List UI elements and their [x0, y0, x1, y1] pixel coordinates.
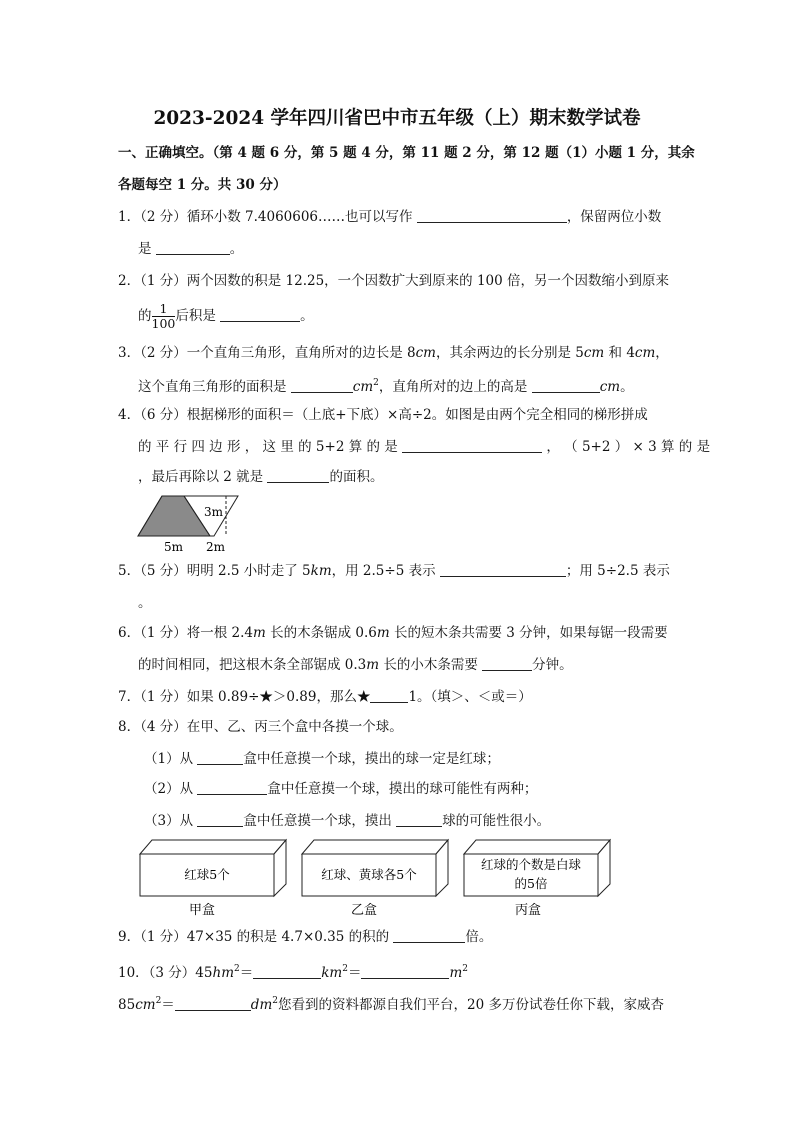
q6-text-f: 分钟。	[532, 657, 573, 673]
watermark-text: 您看到的资料都源自我们平台，20 多万份试卷任你下载，家威杏	[277, 997, 664, 1013]
superscript: 2	[155, 996, 162, 1006]
q1-blank-2[interactable]	[156, 240, 230, 255]
unit: cm	[583, 345, 605, 361]
q5-text-d: 。	[138, 595, 152, 611]
q10-text-d: 85	[118, 997, 136, 1013]
q10-blank-1[interactable]	[253, 964, 321, 979]
boxes-figure	[136, 836, 614, 920]
question-10	[118, 960, 468, 982]
base2-label: 2m	[206, 540, 226, 554]
q6-blank[interactable]	[482, 656, 532, 671]
superscript: 2	[373, 378, 379, 388]
q6-text-e: 长的小木条需要	[379, 657, 478, 673]
question-4-cont	[138, 438, 710, 456]
unit: km	[310, 563, 332, 579]
unit: m	[376, 625, 390, 641]
question-1	[118, 208, 661, 226]
q10-text-c: ＝	[347, 965, 362, 981]
q2-text-c: 后积是	[175, 308, 216, 324]
unit: hm	[212, 965, 234, 981]
box-jia-text: 红球5个	[184, 867, 230, 882]
fraction-numerator: 1	[152, 302, 176, 317]
q10-blank-2[interactable]	[361, 964, 449, 979]
height-label: 3m	[204, 505, 224, 519]
q8-part2-label: （2）从	[144, 781, 194, 797]
q9-text-a: 9．（1 分）47×35 的积是 4.7×0.35 的积的	[118, 929, 390, 945]
unit: cm	[352, 379, 374, 395]
unit: cm	[599, 379, 621, 395]
unit: cm	[634, 345, 656, 361]
q2-text-d: 。	[300, 308, 314, 324]
question-8-part1	[144, 750, 500, 768]
q8-part1-text: 盒中任意摸一个球，摸出的球一定是红球；	[243, 751, 500, 767]
q6-text-a: 6．（1 分）将一根 2.4	[118, 625, 253, 641]
fraction	[152, 302, 176, 331]
q10-text-e: ＝	[161, 997, 175, 1013]
q1-text-d: 。	[229, 241, 244, 257]
question-2-cont	[138, 300, 314, 332]
q3-blank-2[interactable]	[532, 378, 600, 393]
base1-label: 5m	[164, 540, 184, 554]
q3-text-b: ，其余两边的长分别是 5	[435, 345, 584, 361]
q10-text-b: ＝	[239, 965, 254, 981]
unit: m	[366, 657, 380, 673]
unit: cm	[135, 997, 156, 1013]
q3-text-h: 。	[620, 379, 634, 395]
q4-text-e: 的面积。	[329, 469, 384, 485]
section-heading-line2: 各题每空 1 分。共 30 分）	[118, 177, 287, 193]
q1-blank-1[interactable]	[417, 208, 567, 223]
box-yi-text: 红球、黄球各5个	[321, 867, 417, 882]
q5-text-a: 5．（5 分）明明 2.5 小时走了 5	[118, 563, 311, 579]
unit: km	[321, 965, 343, 981]
q8-part1-label: （1）从	[144, 751, 194, 767]
unit: m	[449, 965, 463, 981]
q3-text-a: 3．（2 分）一个直角三角形，直角所对的边长是 8	[118, 345, 416, 361]
question-8-part2	[144, 780, 537, 798]
question-9	[118, 928, 492, 946]
box-bing-text-1: 红球的个数是白球	[480, 857, 582, 872]
q4-text-d: ，最后再除以 2 就是	[138, 469, 264, 485]
superscript: 2	[342, 964, 348, 974]
q9-blank[interactable]	[393, 928, 465, 943]
q3-text-e: 这个直角三角形的面积是	[138, 379, 287, 395]
q4-blank-1[interactable]	[402, 438, 542, 453]
q2-blank[interactable]	[220, 307, 300, 322]
q8-blank-3[interactable]	[197, 812, 243, 827]
question-1-cont	[138, 240, 243, 258]
box-jia-label: 甲盒	[188, 903, 216, 918]
q10-blank-3[interactable]	[175, 996, 251, 1011]
q9-text-b: 倍。	[465, 929, 493, 945]
q1-text: 1．（2 分）循环小数 7.4060606……也可以写作	[118, 209, 413, 225]
q7-text-b: 1。（填＞、＜或＝）	[408, 689, 532, 705]
box-bing-text-2: 的5倍	[514, 876, 548, 891]
question-5	[118, 562, 670, 580]
fraction-denominator: 100	[151, 316, 176, 331]
question-8: 8．（4 分）在甲、乙、丙三个盒中各摸一个球。	[118, 719, 403, 735]
q7-blank[interactable]	[370, 688, 408, 703]
q8-part3-label: （3）从	[144, 813, 194, 829]
unit: m	[252, 625, 266, 641]
q8-part3-text-c: 球的可能性很小。	[442, 813, 551, 829]
q2-text-b: 的	[138, 308, 152, 324]
question-2: 2．（1 分）两个因数的积是 12.25，一个因数扩大到原来的 100 倍，另一个因数缩小到原来	[118, 273, 670, 289]
q3-blank-1[interactable]	[291, 378, 353, 393]
q3-text-g: ，直角所对的边上的高是	[378, 379, 528, 395]
q5-text-c: ；用 5÷2.5 表示	[565, 563, 670, 579]
q8-part2-text: 盒中任意摸一个球，摸出的球可能性有两种；	[267, 781, 538, 797]
section-heading-line1: 一、正确填空。（第 4 题 6 分，第 5 题 4 分，第 11 题 2 分，第 12 题（1）小题 1 分，其余	[118, 145, 695, 161]
box-bing	[464, 840, 610, 918]
box-yi	[302, 840, 448, 918]
q5-text-b: ，用 2.5÷5 表示	[331, 563, 436, 579]
q4-blank-2[interactable]	[267, 468, 329, 483]
q3-text-d: ，	[655, 345, 669, 361]
q8-blank-2[interactable]	[197, 780, 267, 795]
q8-blank-4[interactable]	[396, 812, 442, 827]
q8-blank-1[interactable]	[197, 750, 243, 765]
question-7	[118, 688, 532, 706]
box-bing-label: 丙盒	[514, 903, 542, 918]
q1-text-c: 是	[138, 241, 152, 257]
box-jia	[140, 840, 286, 918]
unit: dm	[250, 997, 273, 1013]
q6-text-c: 长的短木条共需要 3 分钟，如果每锯一段需要	[389, 625, 668, 641]
q8-part3-text: 盒中任意摸一个球，摸出	[243, 813, 392, 829]
question-10-cont	[118, 992, 664, 1014]
unit: cm	[415, 345, 436, 361]
q4-text-b: 的 平 行 四 边 形 ， 这 里 的 5+2 算 的 是	[138, 439, 398, 455]
q4-text-c: ， （ 5+2 ） × 3 算 的 是	[546, 439, 711, 455]
question-8-part3	[144, 812, 550, 830]
box-yi-label: 乙盒	[350, 903, 378, 918]
question-4-cont2	[138, 468, 383, 486]
q10-text-a: 10．（3 分）45	[118, 965, 213, 981]
q3-text-c: 和 4	[604, 345, 635, 361]
question-6-cont	[138, 656, 573, 674]
question-6	[118, 624, 668, 642]
q6-text-b: 长的木条锯成 0.6	[265, 625, 377, 641]
superscript: 2	[272, 996, 278, 1006]
q1-text-b: ，保留两位小数	[566, 209, 662, 225]
question-3-cont	[138, 374, 634, 396]
q5-blank-1[interactable]	[440, 562, 566, 577]
superscript: 2	[462, 964, 468, 974]
parallelogram-figure	[136, 492, 248, 556]
superscript: 2	[234, 964, 240, 974]
q6-text-d: 的时间相同，把这根木条全部锯成 0.3	[138, 657, 367, 673]
page-title: 2023-2024 学年四川省巴中市五年级（上）期末数学试卷	[153, 108, 641, 129]
question-4: 4．（6 分）根据梯形的面积＝（上底+下底）×高÷2。如图是由两个完全相同的梯形拼成	[118, 407, 648, 423]
q7-text-a: 7．（1 分）如果 0.89÷★＞0.89，那么★	[118, 689, 371, 705]
question-3	[118, 344, 669, 362]
